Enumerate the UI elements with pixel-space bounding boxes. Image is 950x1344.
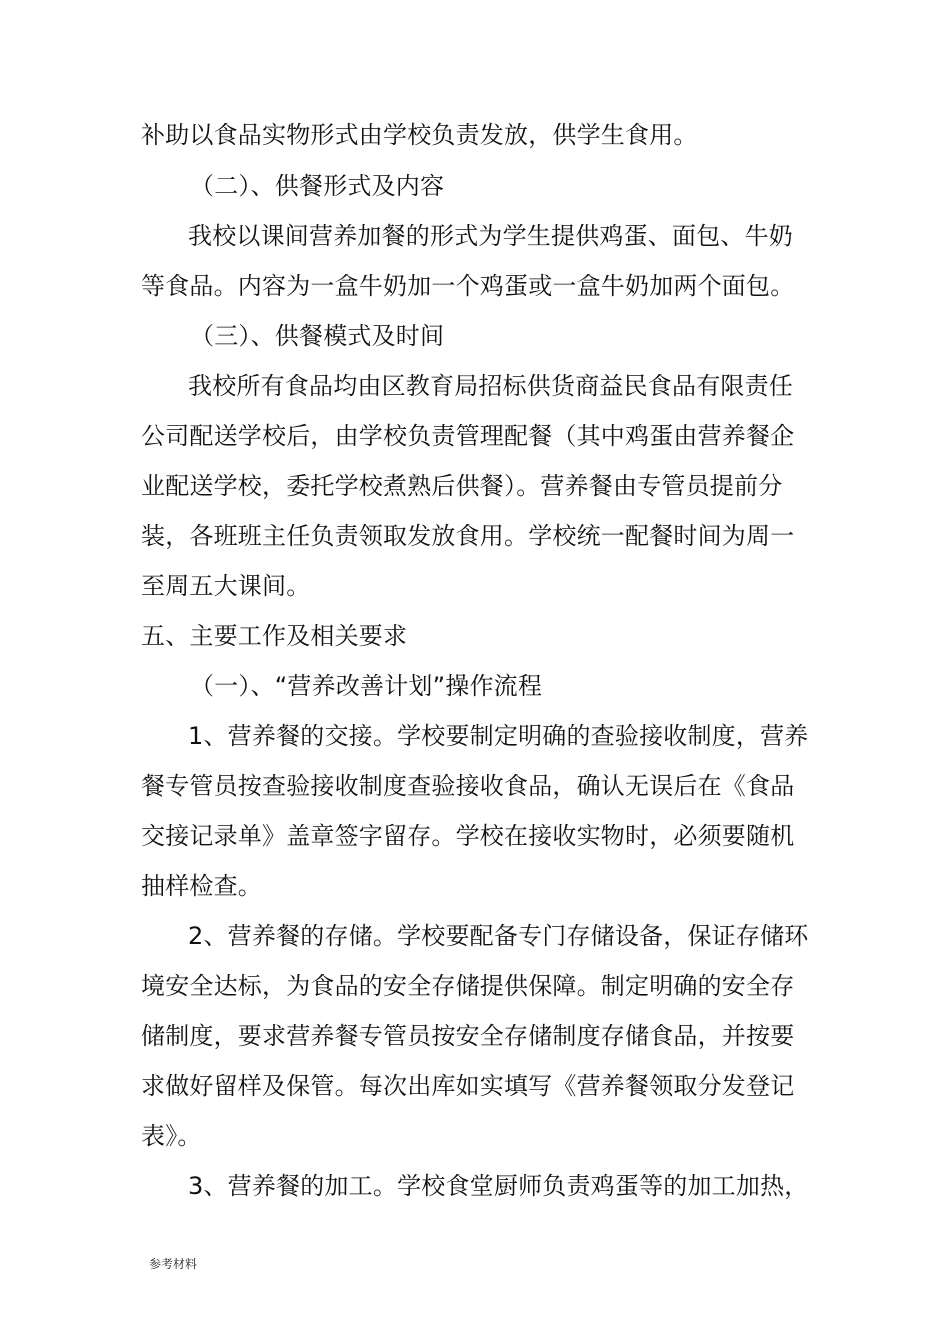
body-text-line: 补助以食品实物形式由学校负责发放，供学生食用。 <box>141 121 698 149</box>
body-text-line: 餐专管员按查验接收制度查验接收食品，确认无误后在《食品 <box>141 772 795 800</box>
section-heading: （三）、供餐模式及时间 <box>190 322 445 350</box>
body-text-line: 1、营养餐的交接。学校要制定明确的查验接收制度，营养 <box>188 722 809 750</box>
body-text-line: 求做好留样及保管。每次出库如实填写《营养餐领取分发登记 <box>141 1072 795 1100</box>
body-text-line: 表》。 <box>141 1122 202 1150</box>
body-text-line: 等食品。内容为一盒牛奶加一个鸡蛋或一盒牛奶加两个面包。 <box>141 272 795 300</box>
body-text-line: 业配送学校，委托学校煮熟后供餐）。营养餐由专管员提前分 <box>141 472 783 500</box>
body-text-line: 境安全达标，为食品的安全存储提供保障。制定明确的安全存 <box>141 972 795 1000</box>
body-text-line: 至周五大课间。 <box>141 572 311 600</box>
page-footer: 参考材料 <box>149 1257 198 1271</box>
chapter-heading: 五、主要工作及相关要求 <box>141 622 408 650</box>
section-heading: （一）、“营养改善计划”操作流程 <box>190 672 543 700</box>
section-heading: （二）、供餐形式及内容 <box>190 172 445 200</box>
body-text-line: 公司配送学校后，由学校负责管理配餐（其中鸡蛋由营养餐企 <box>141 422 795 450</box>
body-text-line: 装，各班班主任负责领取发放食用。学校统一配餐时间为周一 <box>141 522 795 550</box>
body-text-line: 抽样检查。 <box>141 872 262 900</box>
body-text-line: 储制度，要求营养餐专管员按安全存储制度存储食品，并按要 <box>141 1022 795 1050</box>
body-text-line: 2、营养餐的存储。学校要配备专门存储设备，保证存储环 <box>188 922 809 950</box>
body-text-line: 交接记录单》盖章签字留存。学校在接收实物时，必须要随机 <box>141 822 795 850</box>
body-text-line: 3、营养餐的加工。学校食堂厨师负责鸡蛋等的加工加热， <box>188 1172 809 1200</box>
body-text-line: 我校以课间营养加餐的形式为学生提供鸡蛋、面包、牛奶 <box>188 222 793 250</box>
body-text-line: 我校所有食品均由区教育局招标供货商益民食品有限责任 <box>188 372 793 400</box>
